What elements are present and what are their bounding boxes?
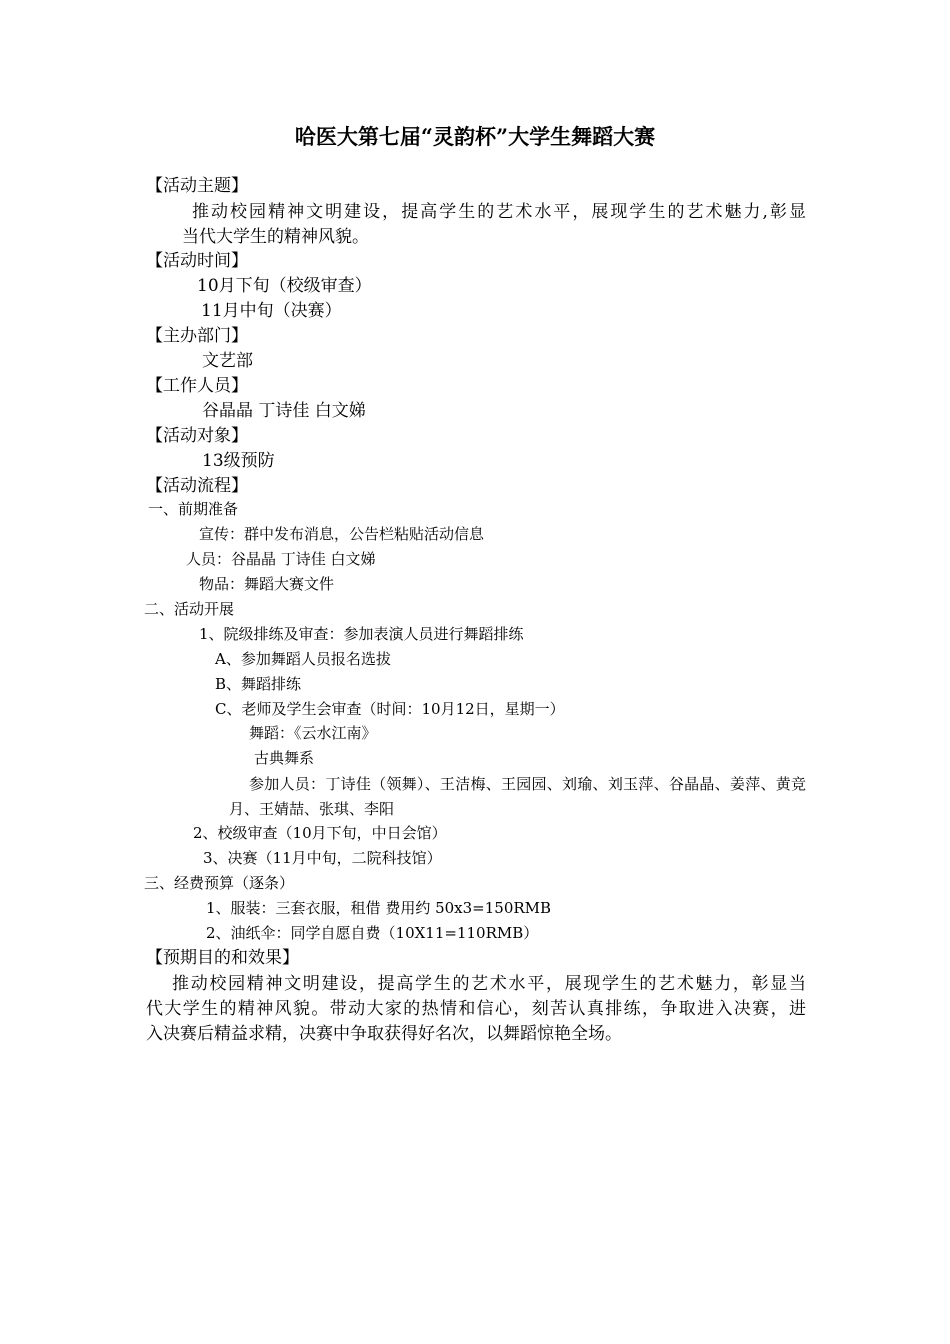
time-text: 10月下旬（校级审查）	[197, 276, 372, 296]
budget-item: 1、服装：三套衣服，租借 费用约 50x3=150RMB	[206, 899, 552, 917]
document-title: 哈医大第七届“灵韵杯”大学生舞蹈大赛	[294, 124, 656, 149]
staff-heading: 【工作人员】	[146, 376, 248, 396]
conduct-item: A、参加舞蹈人员报名选拔	[215, 650, 391, 668]
theme-heading: 【活动主题】	[146, 176, 248, 196]
conduct-item: 古典舞系	[254, 749, 315, 767]
target-heading: 【活动对象】	[146, 426, 248, 446]
budget-heading: 三、经费预算（逐条）	[144, 874, 295, 892]
prep-heading: 一、前期准备	[148, 500, 239, 518]
goal-heading: 【预期目的和效果】	[146, 948, 299, 968]
organizer-text: 文艺部	[202, 351, 253, 371]
theme-text: 推动校园精神文明建设，提高学生的艺术水平，展现学生的艺术魅力,彰显	[192, 202, 806, 222]
prep-item: 宣传：群中发布消息，公告栏粘贴活动信息	[199, 525, 485, 543]
goal-text: 代大学生的精神风貌。带动大家的热情和信心，刻苦认真排练，争取进入决赛，进	[146, 999, 806, 1019]
conduct-item: 3、决赛（11月中旬，二院科技馆）	[203, 849, 442, 867]
organizer-heading: 【主办部门】	[146, 326, 248, 346]
conduct-item: 舞蹈：《云水江南》	[249, 724, 377, 742]
goal-text: 推动校园精神文明建设，提高学生的艺术水平，展现学生的艺术魅力，彰显当	[172, 974, 806, 994]
conduct-item: 月、王婧喆、张琪、李阳	[229, 800, 395, 818]
conduct-item: C、老师及学生会审查（时间：10月12日，星期一）	[215, 700, 565, 718]
conduct-item: 1、院级排练及审查：参加表演人员进行舞蹈排练	[199, 625, 524, 643]
prep-item: 物品：舞蹈大赛文件	[199, 575, 335, 593]
conduct-item: 2、校级审查（10月下旬，中日会馆）	[193, 824, 447, 842]
target-text: 13级预防	[202, 451, 275, 471]
time-text: 11月中旬（决赛）	[201, 301, 342, 321]
staff-text: 谷晶晶 丁诗佳 白文娣	[202, 401, 366, 421]
goal-text: 入决赛后精益求精，决赛中争取获得好名次，以舞蹈惊艳全场。	[146, 1024, 622, 1044]
time-heading: 【活动时间】	[146, 251, 248, 271]
process-heading: 【活动流程】	[146, 476, 248, 496]
prep-item: 人员：谷晶晶 丁诗佳 白文娣	[186, 550, 376, 568]
conduct-item: 参加人员：丁诗佳（领舞）、王洁梅、王园园、刘瑜、刘玉萍、谷晶晶、姜萍、黄竞	[249, 775, 806, 793]
conduct-item: B、舞蹈排练	[215, 675, 302, 693]
budget-item: 2、油纸伞：同学自愿自费（10X11=110RMB）	[206, 924, 539, 942]
theme-text: 当代大学生的精神风貌。	[182, 227, 369, 247]
conduct-heading: 二、活动开展	[144, 600, 235, 618]
